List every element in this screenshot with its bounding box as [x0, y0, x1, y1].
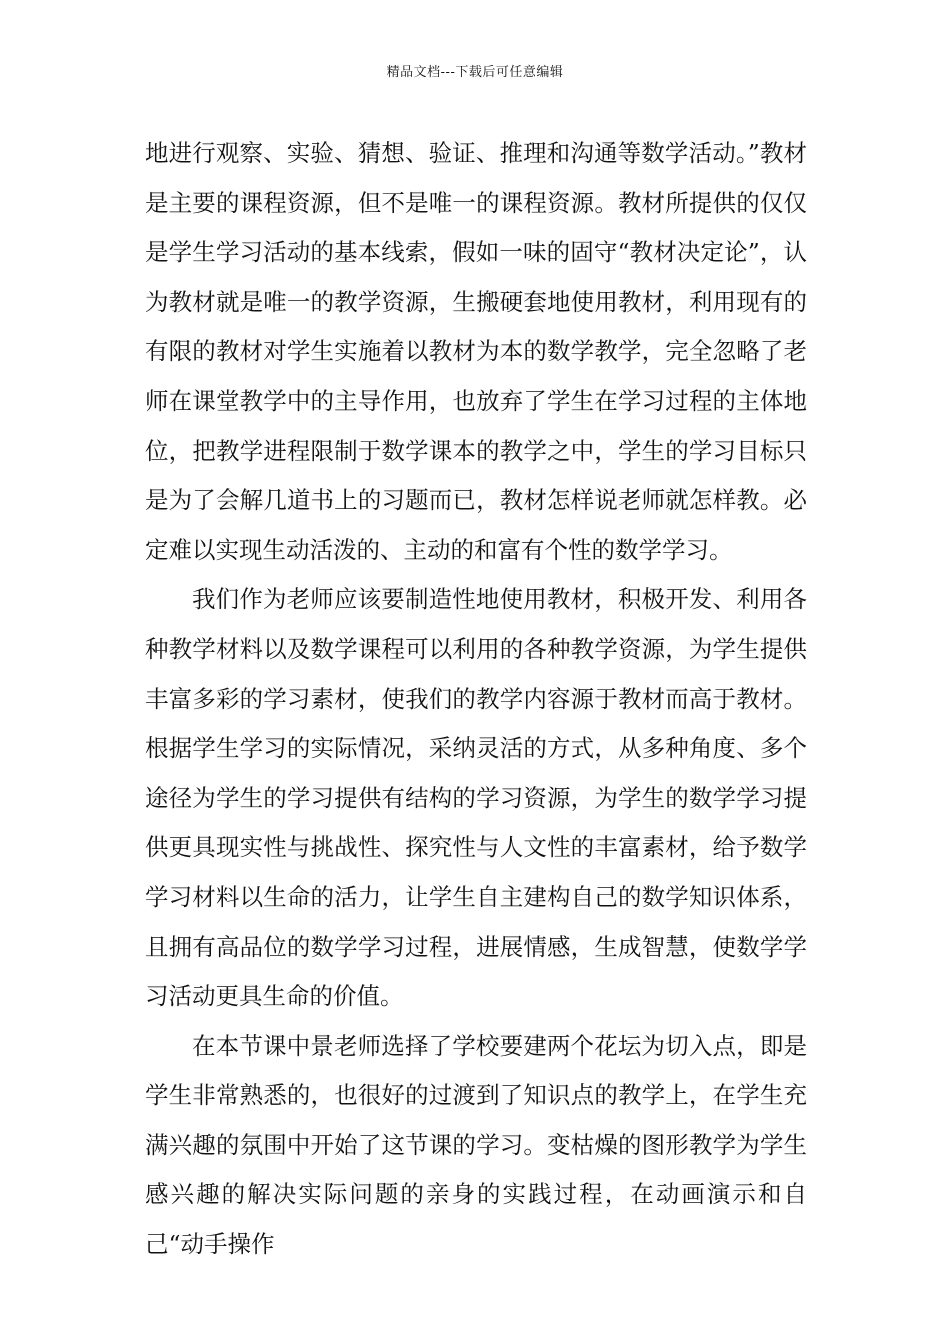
paragraph-2: 我们作为老师应该要制造性地使用教材，积极开发、利用各种教学材料以及数学课程可以利用的各种教学资源，为学生提供丰富多彩的学习素材，使我们的教学内容源于教材而高于教材。根据学生学习的实际情况，采纳灵活的方式，从多种角度、多个途径为学生的学习提供有结构的学习资源，为学生的数学学习提供更具现实性与挑战性、探究性与人文性的丰富素材，给予数学学习材料以生命的活力，让学生自主建构自己的数学知识体系，且拥有高品位的数学学习过程，进展情感，生成智慧，使数学学习活动更具生命的价值。: [145, 585, 807, 1011]
page-header: 精品文档---下载后可任意编辑: [386, 65, 564, 80]
paragraph-3: 在本节课中景老师选择了学校要建两个花坛为切入点，即是学生非常熟悉的，也很好的过渡到了知识点的教学上，在学生充满兴趣的氛围中开始了这节课的学习。变枯燥的图形教学为学生感兴趣的解决实际问题的亲身的实践过程，在动画演示和自己“动手操作: [145, 1031, 807, 1259]
document-body: [145, 129, 807, 1270]
paragraph-1: 地进行观察、实验、猜想、验证、推理和沟通等数学活动。”教材是主要的课程资源，但不是唯一的课程资源。教材所提供的仅仅是学生学习活动的基本线索，假如一味的固守“教材决定论”，认为教材就是唯一的教学资源，生搬硬套地使用教材，利用现有的有限的教材对学生实施着以教材为本的数学教学，完全忽略了老师在课堂教学中的主导作用，也放弃了学生在学习过程的主体地位，把教学进程限制于数学课本的教学之中，学生的学习目标只是为了会解几道书上的习题而已，教材怎样说老师就怎样教。必定难以实现生动活泼的、主动的和富有个性的数学学习。: [145, 139, 807, 564]
